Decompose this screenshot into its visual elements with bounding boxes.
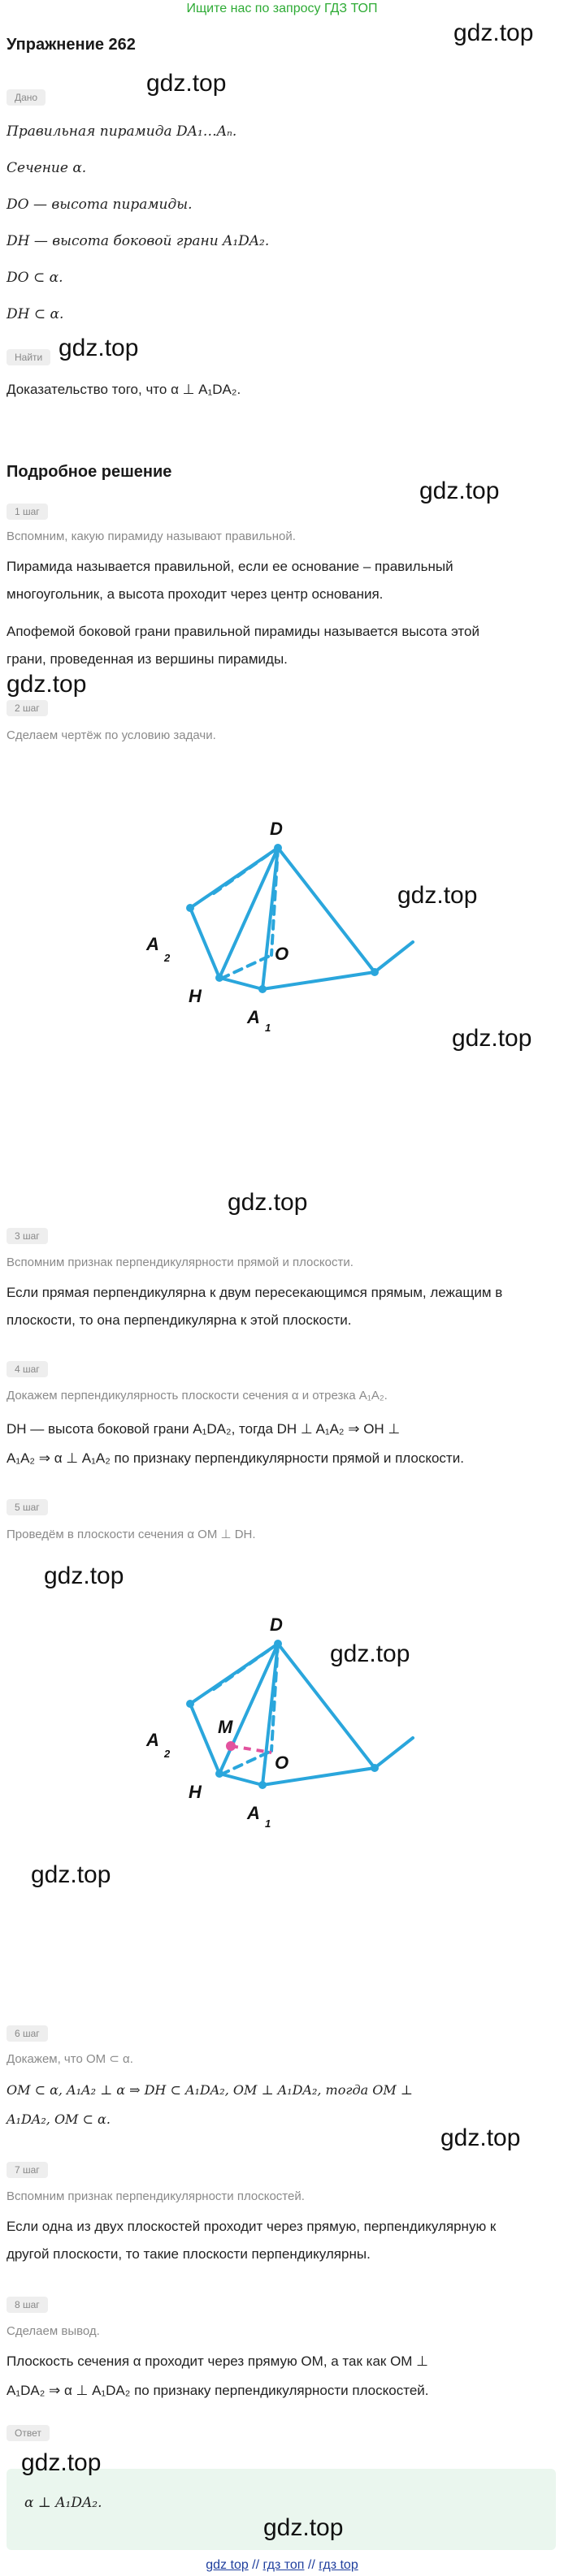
label-a2: A — [146, 934, 159, 954]
footer-link[interactable]: gdz top — [206, 2558, 249, 2572]
watermark: gdz.top — [228, 1189, 308, 1216]
step-badge: 1 шаг — [7, 504, 48, 520]
watermark: gdz.top — [330, 1640, 410, 1667]
watermark: gdz.top — [397, 882, 478, 909]
step-badge: 6 шаг — [7, 2025, 48, 2042]
step-badge: 7 шаг — [7, 2162, 48, 2178]
watermark: gdz.top — [31, 1861, 111, 1888]
step-line: другой плоскости, то такие плоскости перпендикулярны. — [7, 2246, 371, 2262]
footer-links — [0, 2558, 564, 2573]
footer-link[interactable]: гдз top — [319, 2558, 358, 2572]
step-line: DH — высота боковой грани A₁DA₂, тогда DH ⊥ A₁A₂ ⇒ OH ⊥ — [7, 1421, 401, 1437]
step-line: Если одна из двух плоскостей проходит через прямую, перпендикулярную к — [7, 2219, 497, 2234]
step-badge: 5 шаг — [7, 1499, 48, 1515]
watermark: gdz.top — [453, 19, 534, 46]
watermark: gdz.top — [452, 1025, 532, 1052]
step-badge: 3 шаг — [7, 1228, 48, 1244]
step-note: Сделаем чертёж по условию задачи. — [7, 728, 216, 742]
label-o: O — [275, 1753, 289, 1773]
step-line: OM ⊂ α, A₁A₂ ⊥ α ⇒ DH ⊂ A₁DA₂, OM ⊥ A₁DA₂, тогда OM ⊥ — [7, 2082, 413, 2098]
label-a2: A — [146, 1730, 159, 1750]
step-line: A₁A₂ ⇒ α ⊥ A₁A₂ по признаку перпендикулярности прямой и плоскости. — [7, 1450, 464, 1466]
label-a2-sub: 2 — [164, 1748, 171, 1760]
find-text: Доказательство того, что α ⊥ A₁DA₂. — [7, 382, 241, 397]
step-badge: 8 шаг — [7, 2297, 48, 2313]
pyramid-figure — [130, 788, 439, 1031]
label-a2-sub: 2 — [164, 952, 171, 964]
label-a1: A — [247, 1803, 260, 1823]
step-badge: 4 шаг — [7, 1361, 48, 1377]
answer-text: α ⊥ A₁DA₂. — [24, 2495, 102, 2511]
step-line: A₁DA₂ ⇒ α ⊥ A₁DA₂ по признаку перпендикулярности плоскостей. — [7, 2383, 429, 2398]
step-line: Пирамида называется правильной, если ее основание – правильный — [7, 559, 453, 574]
label-a1-sub: 1 — [265, 1022, 271, 1031]
step-line: многоугольник, а высота проходит через центр основания. — [7, 586, 384, 602]
find-badge: Найти — [7, 349, 50, 365]
step-line: грани, проведенная из вершины пирамиды. — [7, 651, 288, 667]
given-item: DH — высота боковой грани A₁DA₂. — [7, 233, 270, 249]
footer-link[interactable]: гдз топ — [262, 2558, 305, 2572]
step-line: плоскости, то она перпендикулярна к этой плоскости. — [7, 1312, 352, 1328]
given-item: Правильная пирамида DA₁…Aₙ. — [7, 123, 237, 140]
step-line: Апофемой боковой грани правильной пирамиды называется высота этой — [7, 624, 479, 639]
step-note: Докажем, что OM ⊂ α. — [7, 2052, 133, 2066]
exercise-title: Упражнение 262 — [7, 36, 136, 54]
top-search-hint[interactable]: Ищите нас по запросу ГДЗ ТОП — [186, 2, 378, 15]
step-badge: 2 шаг — [7, 700, 48, 716]
watermark: gdz.top — [146, 70, 227, 97]
watermark: gdz.top — [7, 671, 87, 698]
pyramid-figure-2 — [130, 1584, 439, 1835]
label-o: O — [275, 944, 289, 964]
label-h: H — [189, 986, 202, 1006]
given-item: DO ⊂ α. — [7, 270, 63, 286]
answer-badge: Ответ — [7, 2425, 50, 2441]
label-a1-sub: 1 — [265, 1817, 271, 1830]
label-d: D — [270, 1614, 283, 1635]
step-note: Вспомним признак перпендикулярности прямой и плоскости. — [7, 1256, 354, 1269]
footer-separator: // — [248, 2558, 263, 2572]
step-line: A₁DA₂, OM ⊂ α. — [7, 2111, 111, 2127]
label-d: D — [270, 819, 283, 839]
footer-separator: // — [304, 2558, 319, 2572]
step-note: Докажем перпендикулярность плоскости сечения α и отрезка A₁A₂. — [7, 1389, 388, 1403]
solution-title: Подробное решение — [7, 463, 172, 481]
given-item: Сечение α. — [7, 160, 87, 176]
watermark: gdz.top — [440, 2124, 521, 2151]
step-note: Вспомним, какую пирамиду называют правильной. — [7, 529, 296, 543]
watermark: gdz.top — [59, 335, 139, 361]
watermark: gdz.top — [263, 2514, 344, 2541]
step-line: Если прямая перпендикулярна к двум пересекающимся прямым, лежащим в — [7, 1285, 503, 1300]
step-note: Вспомним признак перпендикулярности плоскостей. — [7, 2189, 305, 2203]
watermark: gdz.top — [44, 1562, 124, 1589]
given-item: DO — высота пирамиды. — [7, 197, 193, 213]
given-badge: Дано — [7, 89, 46, 106]
watermark: gdz.top — [21, 2449, 102, 2476]
watermark: gdz.top — [419, 478, 500, 504]
label-h: H — [189, 1782, 202, 1802]
step-note: Сделаем вывод. — [7, 2324, 100, 2338]
step-line: Плоскость сечения α проходит через прямую OM, а так как OM ⊥ — [7, 2353, 428, 2369]
label-m: M — [218, 1717, 233, 1737]
step-note: Проведём в плоскости сечения α OM ⊥ DH. — [7, 1528, 256, 1541]
given-item: DH ⊂ α. — [7, 306, 64, 322]
label-a1: A — [247, 1007, 260, 1027]
